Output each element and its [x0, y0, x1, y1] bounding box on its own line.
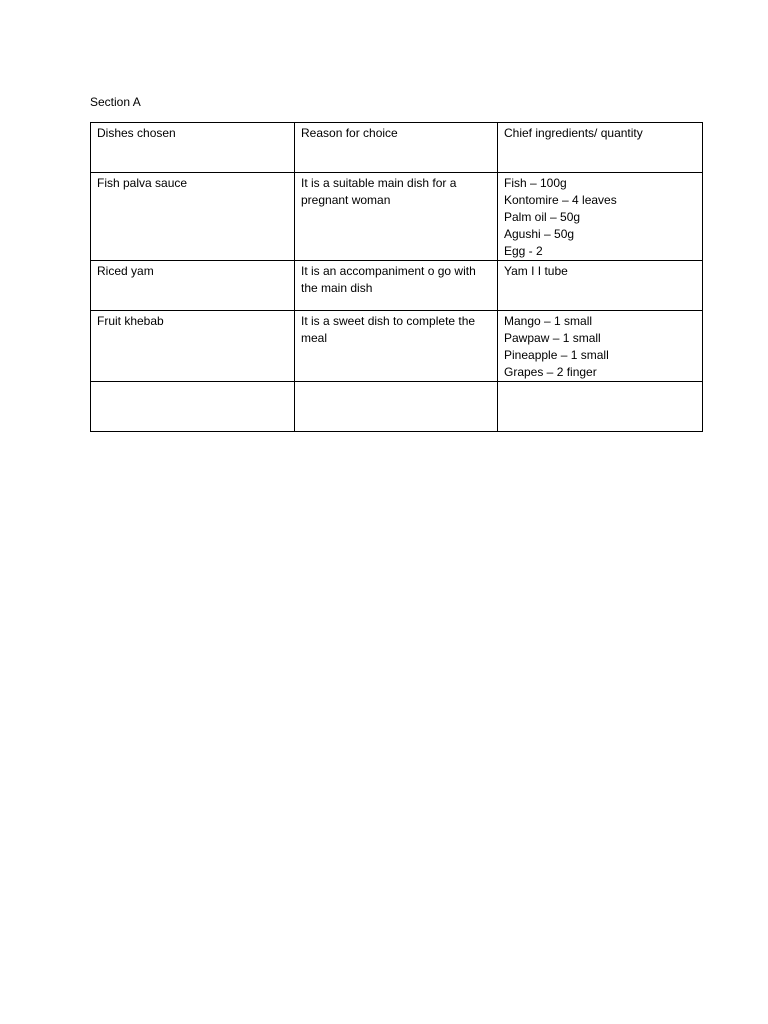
dish-cell: Fish palva sauce: [91, 173, 295, 261]
table-row: [91, 382, 703, 432]
reason-cell: It is an accompaniment o go with the main dish: [295, 261, 498, 311]
header-dishes-chosen: Dishes chosen: [91, 123, 295, 173]
ingredient-line: Pawpaw – 1 small: [504, 331, 601, 345]
reason-cell: It is a sweet dish to complete the meal: [295, 311, 498, 382]
table-row: [91, 261, 703, 311]
dish-cell: Fruit khebab: [91, 311, 295, 382]
ingredient-line: Kontomire – 4 leaves: [504, 193, 617, 207]
ingredient-line: Grapes – 2 finger: [504, 365, 597, 379]
ingredient-line: Agushi – 50g: [504, 227, 575, 241]
section-title: Section A: [90, 95, 141, 109]
header-chief-ingredients: Chief ingredients/ quantity: [498, 123, 703, 173]
header-reason-for-choice: Reason for choice: [295, 123, 498, 173]
ingredients-cell: [498, 311, 703, 382]
ingredient-line: Egg - 2: [504, 244, 543, 258]
dish-cell: [91, 382, 295, 432]
ingredients-cell: [498, 261, 703, 311]
table-row: [91, 311, 703, 382]
ingredient-line: Palm oil – 50g: [504, 210, 581, 224]
ingredient-line: Pineapple – 1 small: [504, 348, 609, 362]
ingredients-cell: [498, 382, 703, 432]
ingredient-line: Fish – 100g: [504, 176, 567, 190]
ingredient-line: Yam I I tube: [504, 264, 568, 278]
ingredients-cell: [498, 173, 703, 261]
table-header-row: [91, 123, 703, 173]
reason-cell: [295, 382, 498, 432]
meal-plan-table: [90, 122, 703, 432]
dish-cell: Riced yam: [91, 261, 295, 311]
table-row: [91, 173, 703, 261]
ingredient-line: Mango – 1 small: [504, 314, 593, 328]
reason-cell: It is a suitable main dish for a pregnant woman: [295, 173, 498, 261]
